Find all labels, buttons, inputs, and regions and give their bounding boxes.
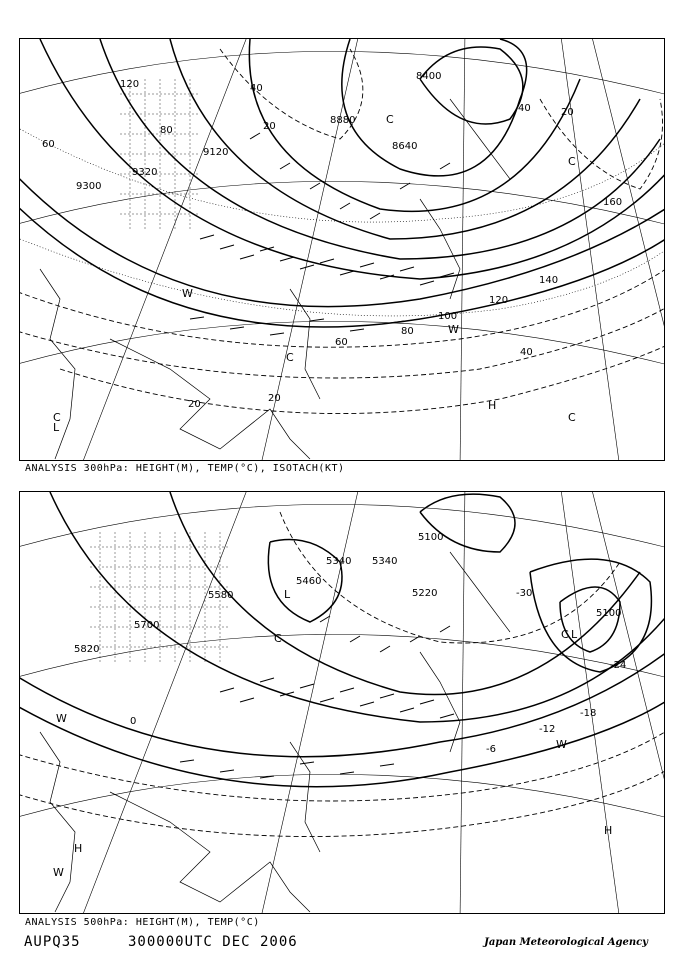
high-center-marker: H — [74, 842, 83, 855]
isotach-label: 60 — [335, 337, 348, 348]
low-center-marker: L — [571, 628, 578, 641]
cold-center-marker: C — [286, 351, 294, 364]
isotach-label: 100 — [438, 311, 458, 322]
isotach-label: 80 — [401, 326, 414, 337]
isotherm-label: -12 — [539, 724, 556, 735]
high-center-marker: H — [604, 824, 613, 837]
isotach-label: 140 — [539, 275, 559, 286]
isotachs — [20, 49, 664, 414]
cold-center-marker: C — [561, 628, 569, 641]
height-label: 5340 — [372, 556, 398, 567]
height-label: 5460 — [296, 576, 322, 587]
isotach-label: 40 — [520, 347, 533, 358]
height-label: 5580 — [208, 590, 234, 601]
cold-center-marker: C — [568, 411, 576, 424]
warm-center-marker: W — [56, 712, 67, 725]
isotach-label: 20 — [268, 393, 281, 404]
isotherm-label: -30 — [516, 588, 533, 599]
map-500hpa-svg — [20, 492, 664, 913]
height-label: 5100 — [418, 532, 444, 543]
isotach-label: 160 — [603, 197, 623, 208]
cold-center-marker: C — [53, 411, 61, 424]
wind-barbs — [180, 616, 454, 778]
isotach-label: 40 — [518, 103, 531, 114]
graticule — [20, 39, 664, 460]
warm-center-marker: W — [448, 323, 459, 336]
height-label: 8640 — [392, 141, 418, 152]
height-label: 8880 — [330, 115, 356, 126]
height-label: 5700 — [134, 620, 160, 631]
isotherm-label: -18 — [580, 708, 597, 719]
isotherm-label: -24 — [610, 660, 627, 671]
hatched-area — [120, 79, 200, 229]
isotach-label: 60 — [42, 139, 55, 150]
warm-center-marker: W — [53, 866, 64, 879]
agency-credit: Japan Meteorological Agency — [484, 937, 648, 948]
cold-center-marker: C — [568, 155, 576, 168]
map-300hpa — [19, 38, 665, 461]
isotach-label: 20 — [188, 399, 201, 410]
map-300hpa-svg — [20, 39, 664, 460]
isotach-label: 20 — [263, 121, 276, 132]
isotach-label: 120 — [489, 295, 509, 306]
map-500hpa — [19, 491, 665, 914]
cold-center-marker: C — [274, 632, 282, 645]
high-center-marker: H — [488, 399, 497, 412]
low-center-marker: L — [284, 588, 291, 601]
coastline — [40, 552, 510, 912]
caption-500hpa: ANALYSIS 500hPa: HEIGHT(M), TEMP(°C) — [25, 917, 260, 928]
low-center-marker: L — [53, 421, 60, 434]
coastline — [40, 99, 510, 459]
cold-center-marker: C — [386, 113, 394, 126]
isotach-label: 120 — [120, 79, 140, 90]
height-label: 5820 — [74, 644, 100, 655]
isotach-label: 80 — [160, 125, 173, 136]
height-label: 8400 — [416, 71, 442, 82]
product-code: AUPQ35 — [24, 934, 81, 950]
isotherm-label: 0 — [130, 716, 137, 727]
warm-center-marker: W — [556, 738, 567, 751]
height-label: 9320 — [132, 167, 158, 178]
isotach-label: 40 — [250, 83, 263, 94]
height-label: 5340 — [326, 556, 352, 567]
height-label: 9120 — [203, 147, 229, 158]
caption-300hpa: ANALYSIS 300hPa: HEIGHT(M), TEMP(°C), ISOTACH(KT) — [25, 463, 345, 474]
warm-center-marker: W — [182, 287, 193, 300]
isotherm-label: -6 — [486, 744, 496, 755]
height-label: 5100 — [596, 608, 622, 619]
isotach-label: 20 — [561, 107, 574, 118]
analysis-time: 300000UTC DEC 2006 — [128, 934, 298, 950]
height-label: 5220 — [412, 588, 438, 599]
height-label: 9300 — [76, 181, 102, 192]
